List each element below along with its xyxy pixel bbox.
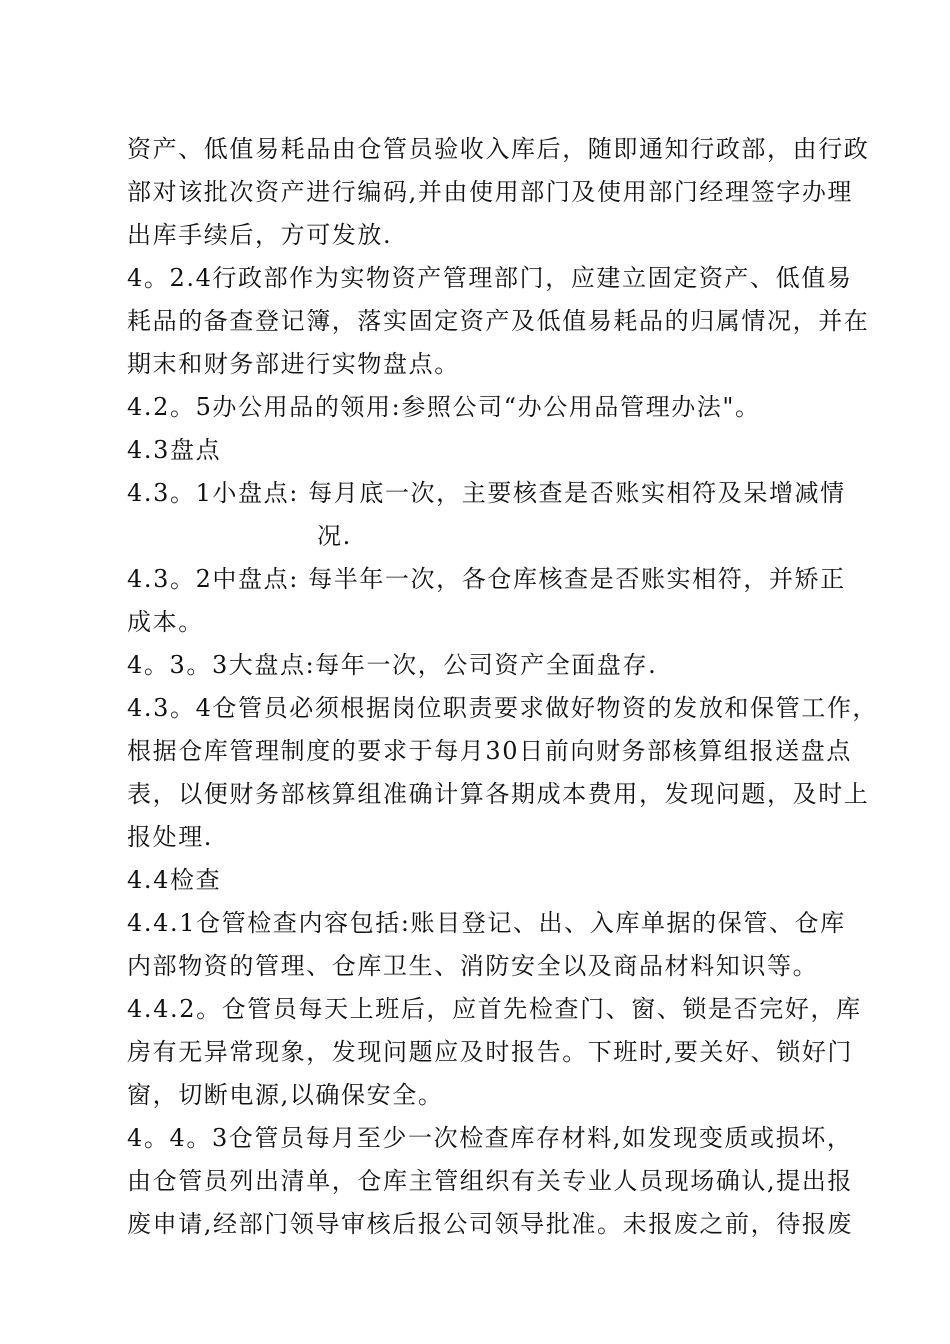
section-heading: 4.4检查 bbox=[127, 866, 222, 894]
text-line: 4.3。1小盘点: 每月底一次，主要核查是否账实相符及呆增减情 bbox=[127, 479, 846, 507]
text-line: 4.3。4仓管员必须根据岗位职责要求做好物资的发放和保管工作， bbox=[127, 694, 879, 722]
text-line: 况. bbox=[317, 522, 352, 550]
text-line: 4.4.2。仓管员每天上班后，应首先检查门、窗、锁是否完好，库 bbox=[127, 995, 862, 1023]
text-line: 报处理. bbox=[127, 823, 214, 851]
text-line: 内部物资的管理、仓库卫生、消防安全以及商品材料知识等。 bbox=[127, 952, 819, 980]
text-line: 表，以便财务部核算组准确计算各期成本费用，发现问题，及时上 bbox=[127, 780, 870, 808]
text-line: 期末和财务部进行实物盘点。 bbox=[127, 350, 460, 378]
text-line: 4.4.1仓管检查内容包括:账目登记、出、入库单据的保管、仓库 bbox=[127, 909, 846, 937]
text-line: 成本。 bbox=[127, 608, 204, 636]
text-line: 耗品的备查登记簿，落实固定资产及低值易耗品的归属情况，并在 bbox=[127, 307, 870, 335]
text-line: 窗，切断电源,以确保安全。 bbox=[127, 1081, 444, 1109]
text-line: 房有无异常现象，发现问题应及时报告。下班时,要关好、锁好门 bbox=[127, 1038, 854, 1066]
text-line: 4.2。5办公用品的领用:参照公司“办公用品管理办法"。 bbox=[127, 393, 761, 421]
text-line: 4。2.4行政部作为实物资产管理部门，应建立固定资产、低值易 bbox=[127, 264, 853, 292]
text-line: 根据仓库管理制度的要求于每月30日前向财务部核算组报送盘点 bbox=[127, 737, 852, 765]
body-text bbox=[127, 128, 879, 1246]
text-line: 4.3。2中盘点: 每半年一次，各仓库核查是否账实相符，并矫正 bbox=[127, 565, 846, 593]
text-line: 废申请,经部门领导审核后报公司领导批准。未报废之前，待报废 bbox=[127, 1210, 854, 1238]
section-heading: 4.3盘点 bbox=[127, 436, 222, 464]
text-line: 出库手续后，方可发放. bbox=[127, 221, 393, 249]
text-line: 部对该批次资产进行编码,并由使用部门及使用部门经理签字办理 bbox=[127, 178, 854, 206]
text-line: 资产、低值易耗品由仓管员验收入库后，随即通知行政部，由行政 bbox=[127, 135, 870, 163]
text-line: 4。3。3大盘点:每年一次，公司资产全面盘存. bbox=[127, 651, 658, 679]
text-line: 4。4。3仓管员每月至少一次检查库存材料,如发现变质或损坏， bbox=[127, 1124, 853, 1152]
text-line: 由仓管员列出清单，仓库主管组织有关专业人员现场确认,提出报 bbox=[127, 1167, 854, 1195]
